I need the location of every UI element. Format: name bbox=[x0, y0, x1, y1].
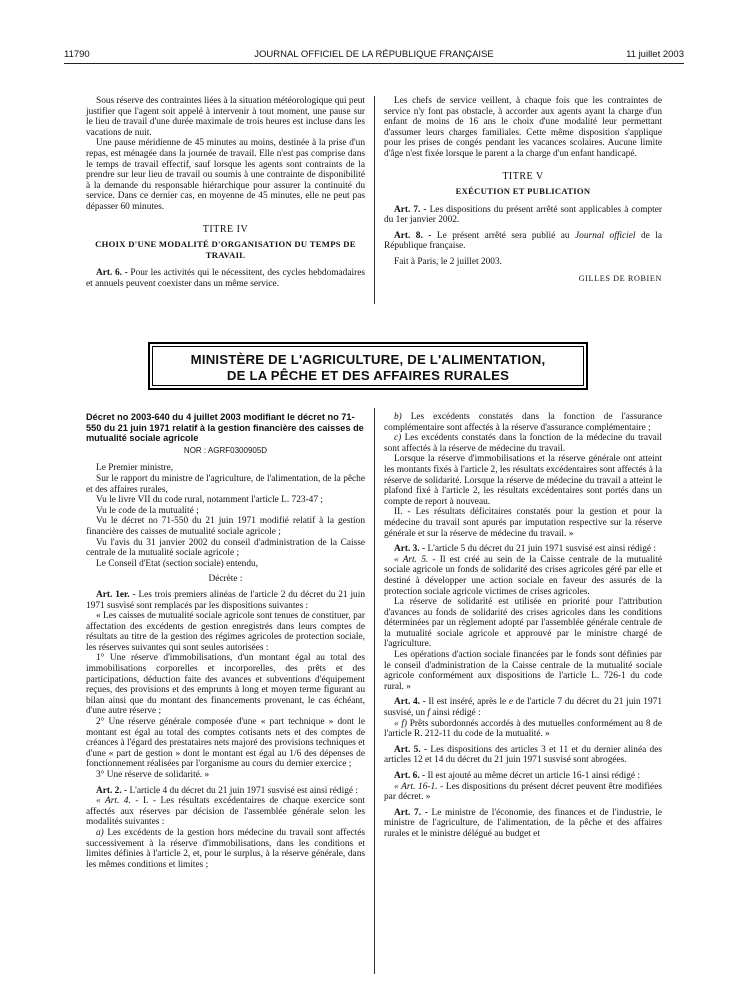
article-6: Art. 6. - Pour les activités qui le nécessitent, des cycles hebdomadaires et annuels peuvent coexister dans un même service. bbox=[86, 268, 365, 289]
section-subtitle: EXÉCUTION ET PUBLICATION bbox=[455, 186, 591, 197]
quote: 3° Une réserve de solidarité. » bbox=[96, 770, 210, 780]
quote: 2° Une réserve générale composée d'une « part technique » dont le montant est égal au total des comptes cotisants nets et des comptes de créances à l'égard des prestataires nets majoré des provisions techniques et d'une « part de gestion » dont le montant est égal au 1/6 des dépenses de fonctionnement réalisées par l'organisme au cours du dernier exercice ; bbox=[86, 717, 365, 770]
header-rule bbox=[64, 63, 684, 64]
article-7: Art. 7. - Les dispositions du présent arrêté sont applicables à compter du 1er janvier 2002. bbox=[384, 204, 662, 226]
visa: Vu le livre VII du code rural, notamment l'article L. 723-47 ; bbox=[96, 495, 323, 506]
quote: b) Les excédents constatés dans la fonction de l'assurance complémentaire sont affectés à la réserve d'assurance complémentaire ; bbox=[384, 412, 662, 433]
quote: Lorsque la réserve d'immobilisations et la réserve générale ont atteint les montants fixés à l'article 2, les résultats excédentaires sont affectés à la réserve de solidarité. Lorsque la réserve de médecine du travail a atteint le plafond fixé à l'article 2, les résultats excédentaires sont portés dans un compte de report à nouveau. bbox=[384, 454, 662, 507]
section-title: TITRE V bbox=[502, 170, 544, 182]
section-subtitle: CHOIX D'UNE MODALITÉ D'ORGANISATION DU TEMPS DE TRAVAIL bbox=[95, 239, 356, 260]
visa: Le Conseil d'Etat (section sociale) entendu, bbox=[96, 558, 259, 569]
article-8: Art. 8. - Le présent arrêté sera publié au Journal officiel de la République française. bbox=[384, 230, 662, 252]
quote: Les opérations d'action sociale financées par le fonds sont définies par le conseil d'administration de la Caisse centrale de la mutualité sociale agricole conformément aux dispositions de l'article L. 726-1 du code rural. » bbox=[384, 650, 662, 692]
quote: « f) Prêts subordonnés accordés à des mutuelles conformément au 8 de l'article R. 212-11 du code de la mutualité. » bbox=[384, 718, 662, 740]
page-number: 11790 bbox=[64, 49, 90, 60]
column-divider bbox=[374, 408, 375, 974]
quote: II. - Les résultats déficitaires constatés pour la gestion et pour la médecine du travail sont apurés par imputation respective sur la réserve générale et sur la réserve de médecine du travail. » bbox=[384, 507, 662, 539]
ministry-line-1: MINISTÈRE DE L'AGRICULTURE, DE L'ALIMENTATION, bbox=[190, 352, 546, 367]
visa: Vu le code de la mutualité ; bbox=[96, 505, 199, 516]
quote: « Art. 5. - Il est créé au sein de la Caisse centrale de la mutualité sociale agricole un fonds de solidarité des crises agricoles géré par elle et destiné à développer une action sociale en faveur des assurés de la protection sociale agricole victimes de crises agricoles. bbox=[384, 554, 662, 597]
decree-title: Décret no 2003-640 du 4 juillet 2003 modifiant le décret no 71-550 du 21 juin 1971 relatif à la gestion financière des caisses de mutualité sociale agricole bbox=[86, 412, 364, 444]
quote: La réserve de solidarité est utilisée en priorité pour l'attribution d'avances au fonds de solidarité des crises agricoles dans les conditions déterminées par un règlement adopté par l'assemblée générale centrale de la mutualité sociale agricole et approuvé par le ministre chargé de l'agriculture. bbox=[384, 597, 662, 650]
article-3: Art. 3. - L'article 5 du décret du 21 juin 1971 susvisé est ainsi rédigé : bbox=[394, 544, 656, 555]
place-date: Fait à Paris, le 2 juillet 2003. bbox=[394, 257, 502, 268]
quote: « Art. 4. - I. - Les résultats excédentaires de chaque exercice sont affectés aux réserves par décision de l'assemblée générale selon les modalités suivantes : bbox=[86, 796, 365, 828]
journal-title: JOURNAL OFFICIEL DE LA RÉPUBLIQUE FRANÇAISE bbox=[254, 49, 494, 60]
paragraph: Une pause méridienne de 45 minutes au moins, destinée à la prise d'un repas, est ménagée dans la journée de travail. Elle n'est pas comprise dans le temps de travail effectif, sauf lorsque les agents sont contraints de la prendre sur leur lieu de travail ou soumis à une contrainte de disponibilité à la demande du responsable hiérarchique pour assurer la continuité du service. Dans ce dernier cas, en moyenne de 45 minutes, elle ne peut pas dépasser 60 minutes. bbox=[86, 138, 365, 212]
nor-reference: NOR : AGRF0300905D bbox=[183, 445, 268, 455]
visa: Le Premier ministre, bbox=[96, 463, 174, 474]
quote: a) Les excédents de la gestion hors médecine du travail sont affectés successivement à la réserve d'immobilisations, dans les conditions et limites définies à l'article 2, et, pour le surplus, à la réserve générale, dans les mêmes conditions et limites ; bbox=[86, 827, 365, 870]
ministry-line-2: DE LA PÊCHE ET DES AFFAIRES RURALES bbox=[226, 368, 510, 383]
quote: « Les caisses de mutualité sociale agricole sont tenues de constituer, par affectation des excédents de gestion enregistrés dans leurs comptes de résultats au titre de la gestion des régimes agricoles de protection sociale, les réserves suivantes qui sont seules autorisées : bbox=[86, 611, 365, 653]
decrete: Décrète : bbox=[208, 574, 243, 585]
section-title: TITRE IV bbox=[202, 223, 249, 235]
signature: GILLES DE ROBIEN bbox=[578, 273, 662, 283]
column-divider bbox=[374, 96, 375, 304]
ministry-banner bbox=[148, 342, 588, 390]
article-4: Art. 4. - Il est inséré, après le e de l'article 7 du décret du 21 juin 1971 susvisé, un f ainsi rédigé : bbox=[384, 697, 662, 719]
article-7: Art. 7. - Le ministre de l'économie, des finances et de l'industrie, le ministre de l'agriculture, de l'alimentation, de la pêche et des affaires rurales et le ministre délégué au budget et bbox=[384, 807, 662, 839]
article-1: Art. 1er. - Les trois premiers alinéas de l'article 2 du décret du 21 juin 1971 susvisé sont remplacés par les dispositions suivantes : bbox=[86, 589, 365, 611]
top-right-column bbox=[384, 96, 662, 284]
bottom-right-column bbox=[384, 412, 662, 840]
quote: 1° Une réserve d'immobilisations, d'un montant égal au total des immobilisations corporelles et incorporelles, des prêts et des participations, déduction faite des avances et subventions d'équipement reçues, des provisions et des emprunts à long et moyen terme figurant au bilan ainsi que du montant des financements provenant, le cas échéant, d'une autre réserve ; bbox=[86, 653, 365, 717]
article-6: Art. 6. - Il est ajouté au même décret un article 16-1 ainsi rédigé : bbox=[394, 771, 640, 781]
issue-date: 11 juillet 2003 bbox=[626, 49, 684, 60]
paragraph: Sous réserve des contraintes liées à la situation météorologique qui peut justifier que l'agent soit appelé à intervenir à tout moment, une pause sur le lieu de travail d'une durée maximale de trois heures est incluse dans les vacations de nuit. bbox=[86, 96, 365, 138]
top-left-column bbox=[86, 96, 365, 289]
visa: Vu l'avis du 31 janvier 2002 du conseil d'administration de la Caisse centrale de la mutualité sociale agricole ; bbox=[86, 537, 365, 559]
visa: Vu le décret no 71-550 du 21 juin 1971 modifié relatif à la gestion financière des caisses de mutualité sociale agricole ; bbox=[86, 516, 365, 537]
visa: Sur le rapport du ministre de l'agriculture, de l'alimentation, de la pêche et des affaires rurales, bbox=[86, 473, 365, 495]
quote: c) Les excédents constatés dans la fonction de la médecine du travail sont affectés à la réserve de médecine du travail. bbox=[384, 433, 662, 454]
article-5: Art. 5. - Les dispositions des articles 3 et 11 et du dernier alinéa des articles 12 et 14 du décret du 21 juin 1971 susvisé sont abrogées. bbox=[384, 744, 662, 766]
page-header bbox=[64, 49, 684, 63]
article-2: Art. 2. - L'article 4 du décret du 21 juin 1971 susvisé est ainsi rédigé : bbox=[96, 785, 358, 796]
quote: « Art. 16-1. - Les dispositions du présent décret peuvent être modifiées par décret. » bbox=[384, 781, 662, 803]
bottom-left-column bbox=[86, 412, 365, 870]
paragraph: Les chefs de service veillent, à chaque fois que les contraintes de service n'y font pas obstacle, à accorder aux agents ayant la charge d'un enfant de moins de 16 ans le choix d'une modalité leur permettant d'assumer leurs charges familiales. Cette même disposition s'applique pour les prises de congés pendant les vacances scolaires. Aucune limite d'âge n'est fixée lorsque le parent a la charge d'un enfant handicapé. bbox=[384, 96, 662, 159]
